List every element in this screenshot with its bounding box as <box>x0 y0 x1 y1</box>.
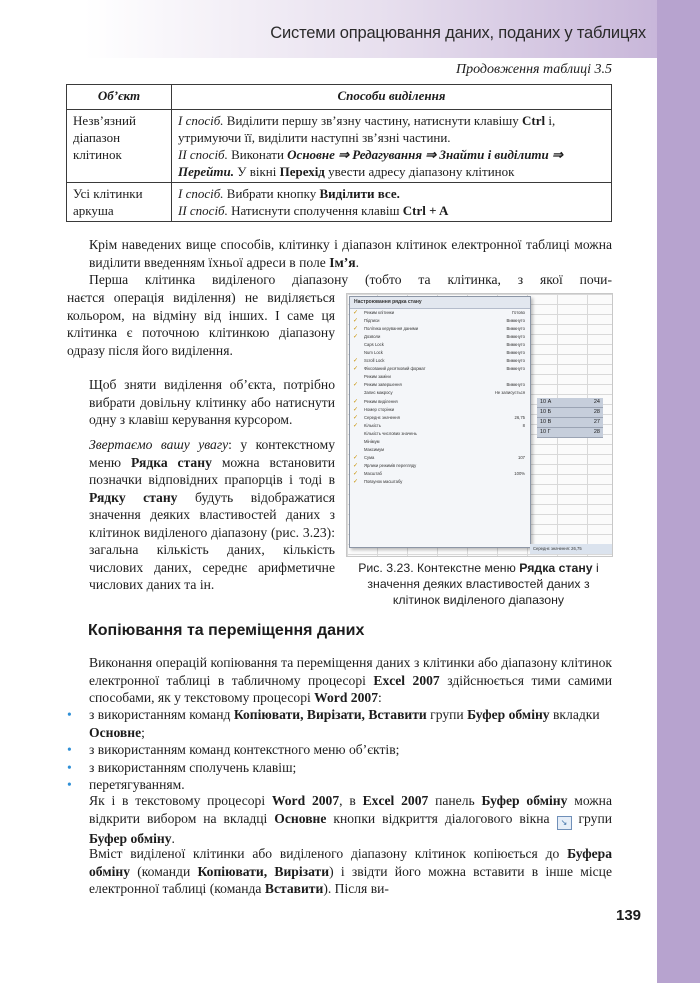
checkmark-icon: ✓ <box>353 470 359 477</box>
paragraph-text: (команди <box>130 863 198 879</box>
menu-item-value: Вимкнуто <box>506 350 525 356</box>
menu-item[interactable] <box>350 406 530 414</box>
menu-title: Настроювання рядка стану <box>350 297 530 309</box>
cell-class: 10 Б <box>540 409 552 415</box>
menu-item[interactable] <box>350 438 530 446</box>
table-cell-methods <box>172 183 612 222</box>
checkmark-icon <box>353 431 359 437</box>
checkmark-icon: ✓ <box>353 318 359 325</box>
command-names: Копіювати, Вирізати <box>197 863 330 879</box>
table-continuation-caption: Продовження таблиці 3.5 <box>455 62 612 77</box>
checkmark-icon: ✓ <box>353 406 359 413</box>
menu-item-label: Максимум <box>364 446 385 452</box>
paragraph-status-bar-note <box>67 436 335 594</box>
paragraph-text: Як і в текстовому процесорі <box>89 793 272 808</box>
menu-item-value: Вимкнуто <box>506 326 525 332</box>
method-label: I спосіб. <box>178 113 224 128</box>
table-cell-object: Незв’язний діапазон клітинок <box>67 110 172 183</box>
menu-item[interactable] <box>350 414 530 422</box>
menu-item[interactable] <box>350 373 530 381</box>
paragraph-text: панель <box>428 793 482 808</box>
paragraph-first-cell-line1: Перша клітинка виділеного діапазону (тобто та клітинка, з якої почи- <box>89 272 612 287</box>
method-text: Виділити першу зв’язну частину, натиснути клавішу <box>223 113 522 128</box>
panel-name: Буфер обміну <box>481 793 568 808</box>
method-text: Виконати <box>227 147 288 162</box>
paragraph-text: кнопки відкриття діалогового вікна <box>326 810 557 826</box>
paragraph-text: групи <box>571 810 612 826</box>
checkmark-icon: ✓ <box>353 454 359 461</box>
table-row[interactable] <box>537 408 603 418</box>
menu-item-value: Вимкнуто <box>506 358 525 364</box>
table-row[interactable] <box>537 428 603 438</box>
paragraph-deselect <box>67 376 335 429</box>
menu-item-label: Кількість <box>364 422 381 428</box>
paragraph-copy-to-clipboard <box>67 845 612 898</box>
menu-item-label: Середнє значення <box>364 414 400 420</box>
paragraph-name-field <box>67 236 612 271</box>
menu-item[interactable] <box>350 470 530 478</box>
menu-item-label: Режим виділення <box>364 398 398 404</box>
paragraph-text: : у контекстному меню <box>89 437 335 470</box>
menu-item-label: Мінімум <box>364 438 380 444</box>
table-cell-object: Усі клітинки аркуша <box>67 183 172 222</box>
checkmark-icon <box>353 350 359 356</box>
product-name: Word 2007 <box>314 690 378 705</box>
table-row <box>67 110 612 183</box>
list-text: з використанням сполучень клавіш; <box>89 759 297 775</box>
checkmark-icon: ✓ <box>353 398 359 405</box>
menu-item-value: Вимкнуто <box>506 382 525 388</box>
paragraph-text: можна встановити позначки відповідних прапорців і тоді в <box>89 454 336 487</box>
list-text: з використанням команд <box>89 707 234 722</box>
attention-phrase: Звертаємо вашу увагу <box>89 437 229 452</box>
checkmark-icon <box>353 447 359 453</box>
paragraph-clipboard-panel <box>67 792 612 847</box>
table-row[interactable] <box>537 398 603 408</box>
paragraph-text: : <box>378 690 382 705</box>
caption-term: Рядка стану <box>519 561 593 575</box>
menu-item-label: Дозволи <box>364 334 381 340</box>
checkmark-icon: ✓ <box>353 326 359 333</box>
menu-item[interactable] <box>350 446 530 454</box>
checkmark-icon <box>353 390 359 396</box>
cell-class: 10 Г <box>540 429 551 435</box>
menu-item-value: 107 <box>518 454 525 460</box>
bullet-icon: • <box>67 777 72 792</box>
bullet-icon: • <box>67 759 72 775</box>
checkmark-icon: ✓ <box>353 462 359 469</box>
column-header-object: Об’єкт <box>67 85 172 110</box>
status-bar-context-menu <box>349 296 531 548</box>
menu-item-label: Режим клітинки <box>364 310 395 315</box>
method-label: II спосіб. <box>178 203 228 218</box>
group-name: Буфер обміну <box>89 830 172 846</box>
menu-item-label: Режим завершення <box>364 382 402 388</box>
cell-class: 10 В <box>540 419 552 425</box>
checkmark-icon <box>353 342 359 348</box>
paragraph-text: можна відкрити вибором на вкладці <box>89 793 612 826</box>
figure-3-23 <box>346 293 613 557</box>
checkmark-icon: ✓ <box>353 382 359 389</box>
table-cell-methods <box>172 110 612 183</box>
menu-item-label: Сума <box>364 454 375 460</box>
menu-item-label: Кількість числових значень <box>364 430 417 436</box>
menu-item[interactable] <box>350 309 530 317</box>
paragraph-text: Виконання операцій копіювання та переміщення даних з клітинки або діапазону клітинок електронної таблиці в табличному процесорі <box>89 655 612 688</box>
menu-item-label: Запис макросу <box>364 390 393 396</box>
menu-item[interactable] <box>350 398 530 406</box>
group-name: Буфер обміну <box>467 707 550 722</box>
method-text: і, утримуючи її, виділити наступні зв’язні частини. <box>178 113 556 145</box>
menu-item-label: Номер сторінки <box>364 406 395 412</box>
method-label: I спосіб. <box>178 186 224 201</box>
bullet-icon: • <box>67 742 72 757</box>
status-bar-term: Рядку стану <box>89 489 178 505</box>
side-color-strip <box>657 0 700 983</box>
cell-count: 27 <box>593 419 600 425</box>
list-text: вкладки <box>549 707 600 722</box>
checkmark-icon: ✓ <box>353 358 359 365</box>
command-names: Копіювати, Вирізати, Вставити <box>233 707 427 722</box>
checkmark-icon: ✓ <box>353 478 359 485</box>
cell-count: 24 <box>593 399 600 405</box>
menu-item[interactable] <box>350 422 530 430</box>
copy-methods-list <box>67 706 612 794</box>
cell-count: 28 <box>593 409 600 415</box>
list-item <box>67 776 612 794</box>
checkmark-icon <box>353 374 359 380</box>
menu-item-label: Режим заміни <box>364 374 391 380</box>
name-field-term: Ім’я <box>329 254 356 270</box>
dialog-launcher-icon: ↘ <box>557 816 572 830</box>
menu-item-value: Готово <box>512 310 525 315</box>
list-item <box>67 759 612 777</box>
checkmark-icon <box>353 439 359 445</box>
list-item <box>67 741 612 759</box>
menu-item-value: Вимкнуто <box>506 366 525 372</box>
table-header-row <box>67 85 612 110</box>
menu-item-label: Масштаб <box>364 470 382 476</box>
paragraph-copy-intro <box>67 654 612 707</box>
command-path: Основне ⇒ Редагування ⇒ Знайти і виділити ⇒ Перейти. <box>178 147 563 179</box>
method-text: Натиснути сполучення клавіш <box>227 203 403 218</box>
menu-item-value: Вимкнуто <box>506 342 525 348</box>
menu-item-label: Повзунок масштабу <box>364 478 403 484</box>
menu-item-label: Caps Lock <box>364 342 384 348</box>
status-bar-readout: Середнє значення: 26,75 <box>530 544 612 554</box>
key-name: Ctrl <box>521 113 546 128</box>
selected-cell-range <box>537 398 603 438</box>
command-name: Вставити <box>264 881 324 896</box>
paragraph-text: . <box>171 830 175 846</box>
paragraph-text: , в <box>339 793 363 808</box>
menu-item-label: Фіксований десятковий формат <box>364 366 426 372</box>
menu-item-value: Не записується <box>494 390 525 396</box>
menu-item[interactable] <box>350 325 530 333</box>
menu-item-value: Вимкнуто <box>506 318 525 324</box>
product-name: Excel 2007 <box>362 793 429 808</box>
checkmark-icon: ✓ <box>353 422 359 429</box>
menu-item[interactable] <box>350 341 530 349</box>
menu-item-label: Scroll Lock <box>364 358 385 364</box>
menu-item[interactable] <box>350 430 530 438</box>
tab-name: Основне <box>89 724 142 740</box>
product-name: Excel 2007 <box>373 672 440 688</box>
cell-count: 28 <box>593 429 600 435</box>
paragraph-text: . <box>355 254 360 270</box>
figure-caption <box>346 560 611 608</box>
status-bar-term: Рядка стану <box>131 454 212 470</box>
menu-item-value: 100% <box>514 470 525 476</box>
paragraph-text: Вміст виділеної клітинки або виділеного діапазону клітинок копіюється до <box>89 846 568 861</box>
list-text: ; <box>141 724 145 740</box>
checkmark-icon: ✓ <box>353 366 359 373</box>
method-label: II спосіб. <box>178 147 228 162</box>
table-row <box>67 183 612 222</box>
checkmark-icon: ✓ <box>353 310 359 316</box>
section-heading: Копіювання та переміщення даних <box>88 622 365 639</box>
paragraph-text: ) і звідти його можна вставити в інше місце електронної таблиці (команда <box>89 863 612 896</box>
list-item <box>67 706 612 741</box>
menu-item[interactable] <box>350 333 530 341</box>
menu-item[interactable] <box>350 389 530 397</box>
paragraph-text: ). Після ви- <box>323 881 389 896</box>
column-header-methods: Способи виділення <box>172 85 612 110</box>
paragraph-text: здійснюється тими самими способами, як у текстовому процесорі <box>89 672 612 705</box>
menu-item-label: Політика керування даними <box>364 326 419 332</box>
menu-item[interactable] <box>350 365 530 373</box>
list-text: групи <box>426 707 468 722</box>
menu-item[interactable] <box>350 317 530 325</box>
caption-text: і значення деяких властивостей даних з клітинок виділеного діапазону <box>367 561 599 607</box>
dialog-name: Перехід <box>279 164 325 179</box>
key-combo: Ctrl + A <box>402 203 449 218</box>
paragraph-text: Щоб зняти виділення об’єкта, потрібно вибрати довільну клітинку або натиснути одну з клавіш керування курсором. <box>89 377 335 427</box>
running-header-title: Системи опрацювання даних, поданих у таблицях <box>270 24 646 42</box>
menu-item[interactable] <box>350 357 530 365</box>
caption-text: Рис. 3.23. Контекстне меню <box>358 561 520 575</box>
method-text: У вікні <box>233 164 280 179</box>
menu-item-value: 8 <box>522 422 525 428</box>
list-text: перетягуванням. <box>89 777 185 792</box>
menu-item-label: Ярлики режимів перегляду <box>364 462 417 468</box>
cell-class: 10 А <box>540 399 552 405</box>
checkmark-icon: ✓ <box>353 414 359 421</box>
tab-name: Основне <box>274 810 327 826</box>
menu-item[interactable] <box>350 462 530 470</box>
bullet-icon: • <box>67 707 72 722</box>
paragraph-first-cell-rest: наєтся операція виділення) не виділяється кольором, на відміну від інших. І саме ця клітинка є поточною клітинкою діапазону одразу після його виділення. <box>67 290 335 358</box>
method-text: Вибрати кнопку <box>223 186 320 201</box>
menu-item[interactable] <box>350 454 530 462</box>
product-name: Word 2007 <box>271 793 340 808</box>
menu-item-value: Вимкнуто <box>506 334 525 340</box>
checkmark-icon: ✓ <box>353 334 359 341</box>
button-name: Виділити все. <box>319 186 400 201</box>
selection-methods-table <box>66 84 612 222</box>
menu-item[interactable] <box>350 381 530 389</box>
menu-item-label: Підписи <box>364 318 380 324</box>
method-text: увести адресу діапазону клітинок <box>324 164 515 179</box>
paragraph-text: Крім наведених вище способів, клітинку і діапазон клітинок електронної таблиці можна виділити введенням їхньої адреси в поле <box>89 237 612 270</box>
menu-item[interactable] <box>350 478 530 486</box>
menu-item-value: 26,75 <box>514 414 525 420</box>
page-number: 139 <box>616 907 642 924</box>
menu-item[interactable] <box>350 349 530 357</box>
paragraph-text: будуть відображатися значення деяких властивостей даних з клітинок виділеного діапазону (рис. 3.23): загальна кількість даних, кількість числових даних, середнє арифметичне числових даних та ін. <box>89 489 335 592</box>
list-text: з використанням команд контекстного меню об’єктів; <box>89 742 400 757</box>
menu-item-label: Num Lock <box>364 350 383 356</box>
table-row[interactable] <box>537 418 603 428</box>
clipboard-term: Буфера обміну <box>89 846 612 879</box>
